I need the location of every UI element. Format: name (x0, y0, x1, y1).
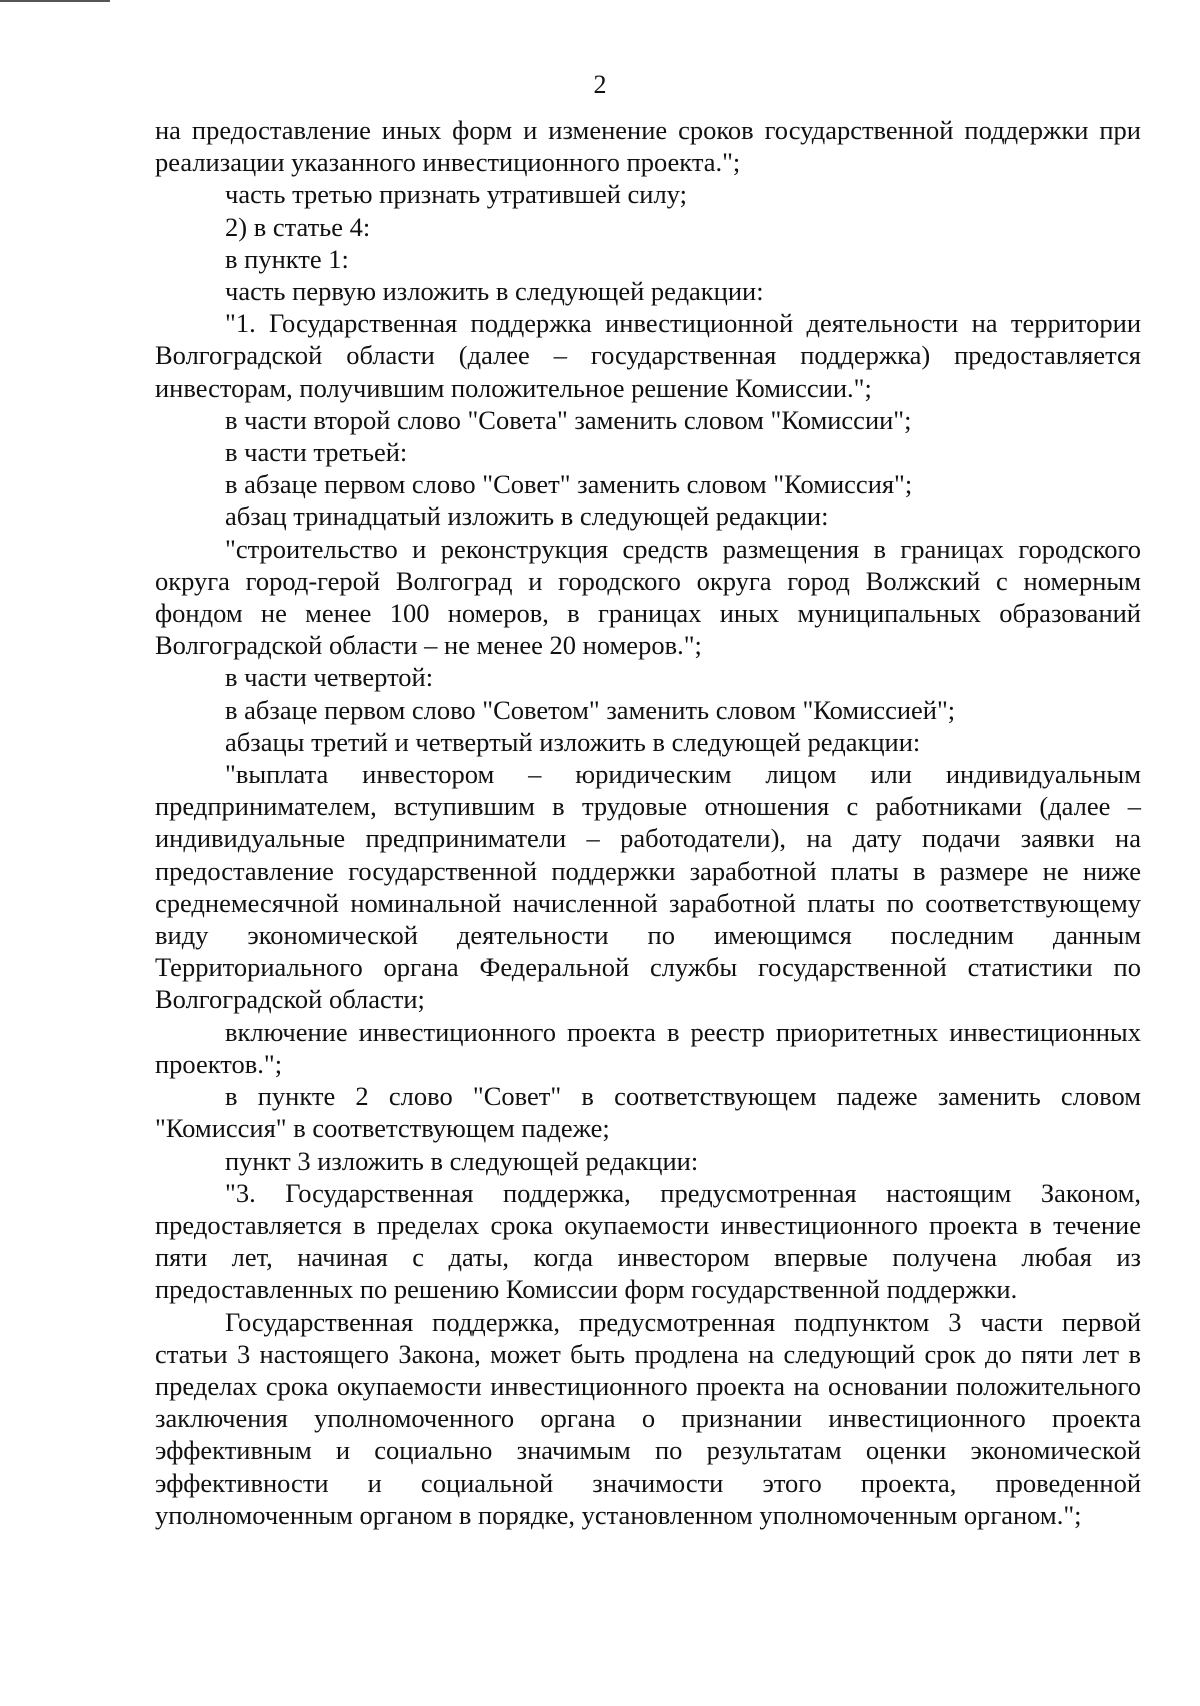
paragraph: часть третью признать утратившей силу; (225, 179, 687, 210)
paragraph: "строительство и реконструкция средств размещения в границах городского округа город-герой Волгоград и городского округа город Волжский с номерным фондом не менее 100 номеров, в границах иных муниципальных образований Волгоградской области – не менее 20 номеров."; (155, 533, 1141, 661)
paragraph: 2) в статье 4: (225, 211, 371, 242)
paragraph: в части третьей: (225, 437, 408, 468)
paragraph: "3. Государственная поддержка, предусмотренная настоящим Законом, предоставляется в пределах срока окупаемости инвестиционного проекта в течение пяти лет, начиная с даты, когда инвестором впервые получена любая из предоставленных по решению Комиссии форм государственной поддержки. (155, 1177, 1141, 1305)
body-text (155, 114, 1141, 1531)
paragraph: пункт 3 изложить в следующей редакции: (225, 1145, 699, 1176)
top-rule-line (0, 0, 110, 2)
paragraph: в пункте 1: (225, 243, 349, 274)
paragraph: абзац тринадцатый изложить в следующей редакции: (225, 501, 829, 532)
paragraph: на предоставление иных форм и изменение сроков государственной поддержки при реализации указанного инвестиционного проекта."; (155, 115, 1141, 178)
paragraph: в абзаце первом слово "Совет" заменить словом "Комиссия"; (225, 469, 913, 500)
page-number: 2 (593, 70, 607, 99)
paragraph: часть первую изложить в следующей редакции: (225, 276, 764, 307)
paragraph: в части четвертой: (225, 662, 434, 693)
paragraph: "выплата инвестором – юридическим лицом или индивидуальным предпринимателем, вступившим в трудовые отношения с работниками (далее – индивидуальные предприниматели – работодатели), на дату подачи заявки на предоставление государственной поддержки заработной платы в размере не ниже среднемесячной номинальной начисленной заработной платы по соответствующему виду экономической деятельности по имеющимся последним данным Территориального органа Федеральной службы государственной статистики по Волгоградской области; (155, 759, 1141, 1015)
paragraph: Государственная поддержка, предусмотренная подпунктом 3 части первой статьи 3 настоящего Закона, может быть продлена на следующий срок до пяти лет в пределах срока окупаемости инвестиционного проекта на основании положительного заключения уполномоченного органа о признании инвестиционного проекта эффективным и социально значимым по результатам оценки экономической эффективности и социальной значимости этого проекта, проведенной уполномоченным органом в порядке, установленном уполномоченным органом."; (155, 1306, 1141, 1530)
paragraph: в пункте 2 слово "Совет" в соответствующем падеже заменить словом "Комиссия" в соответствующем падеже; (155, 1081, 1141, 1144)
paragraph: включение инвестиционного проекта в реестр приоритетных инвестиционных проектов."; (155, 1016, 1141, 1079)
paragraph: "1. Государственная поддержка инвестиционной деятельности на территории Волгоградской области (далее – государственная поддержка) предоставляется инвесторам, получившим положительное решение Комиссии."; (155, 308, 1141, 403)
paragraph: в абзаце первом слово "Советом" заменить словом "Комиссией"; (225, 694, 956, 725)
paragraph: абзацы третий и четвертый изложить в следующей редакции: (225, 726, 921, 757)
paragraph: в части второй слово "Совета" заменить словом "Комиссии"; (225, 404, 912, 435)
